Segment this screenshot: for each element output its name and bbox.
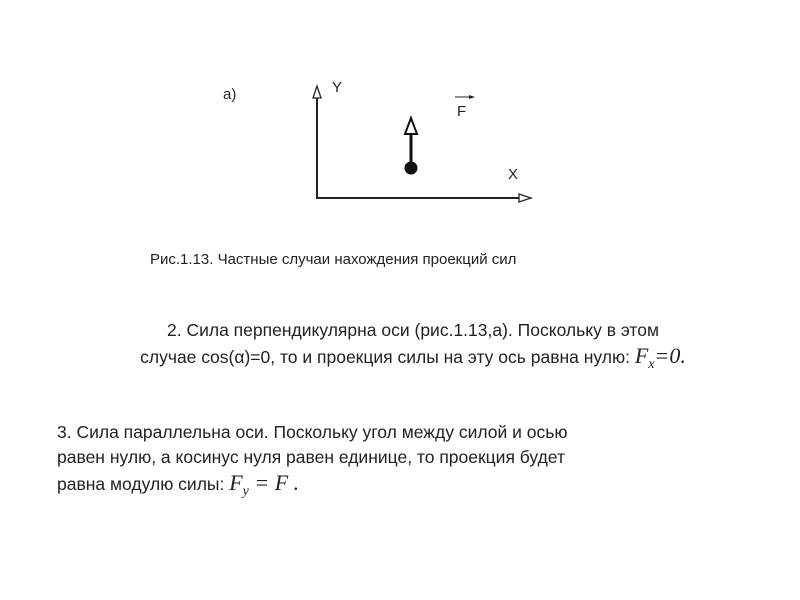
formula-fx-value: =0. — [654, 343, 686, 368]
force-arrowhead — [405, 118, 417, 134]
paragraph-3-line-2: равен нулю, а косинус нуля равен единице, то проекция будет — [57, 447, 565, 467]
force-label: F — [457, 103, 467, 120]
figure — [0, 0, 800, 240]
paragraph-2-line-2 — [63, 343, 763, 377]
paragraph-2-line-1: 2. Сила перпендикулярна оси (рис.1.13,а). Поскольку в этом — [167, 320, 659, 340]
formula-fx-symbol: F — [634, 343, 649, 368]
paragraph-3 — [57, 420, 567, 504]
axis-y-label: Y — [332, 79, 343, 96]
panel-label: а) — [223, 86, 237, 103]
figure-caption: Рис.1.13. Частные случаи нахождения проекций сил — [150, 251, 517, 268]
formula-fy-value: = F . — [248, 470, 300, 495]
y-axis-arrowhead — [313, 86, 321, 98]
force-application-point — [405, 162, 418, 175]
paragraph-3-line-3-text: равна модулю силы: — [57, 474, 230, 494]
formula-fy-subscript: y — [242, 484, 249, 499]
paragraph-2-line-2-text: случае cos(α)=0, то и проекция силы на эту ось равна нулю: — [140, 347, 635, 367]
paragraph-3-line-1: 3. Сила параллельна оси. Поскольку угол между силой и осью — [57, 422, 568, 442]
paragraph-3-line-3 — [57, 470, 567, 504]
figure-diagram — [0, 0, 800, 240]
vector-bar-arrowhead — [469, 95, 475, 99]
axis-x-label: X — [508, 166, 519, 183]
paragraph-2 — [63, 318, 763, 377]
formula-fx-subscript: x — [648, 357, 655, 372]
formula-fy-symbol: F — [229, 470, 243, 495]
x-axis-arrowhead — [519, 194, 531, 202]
